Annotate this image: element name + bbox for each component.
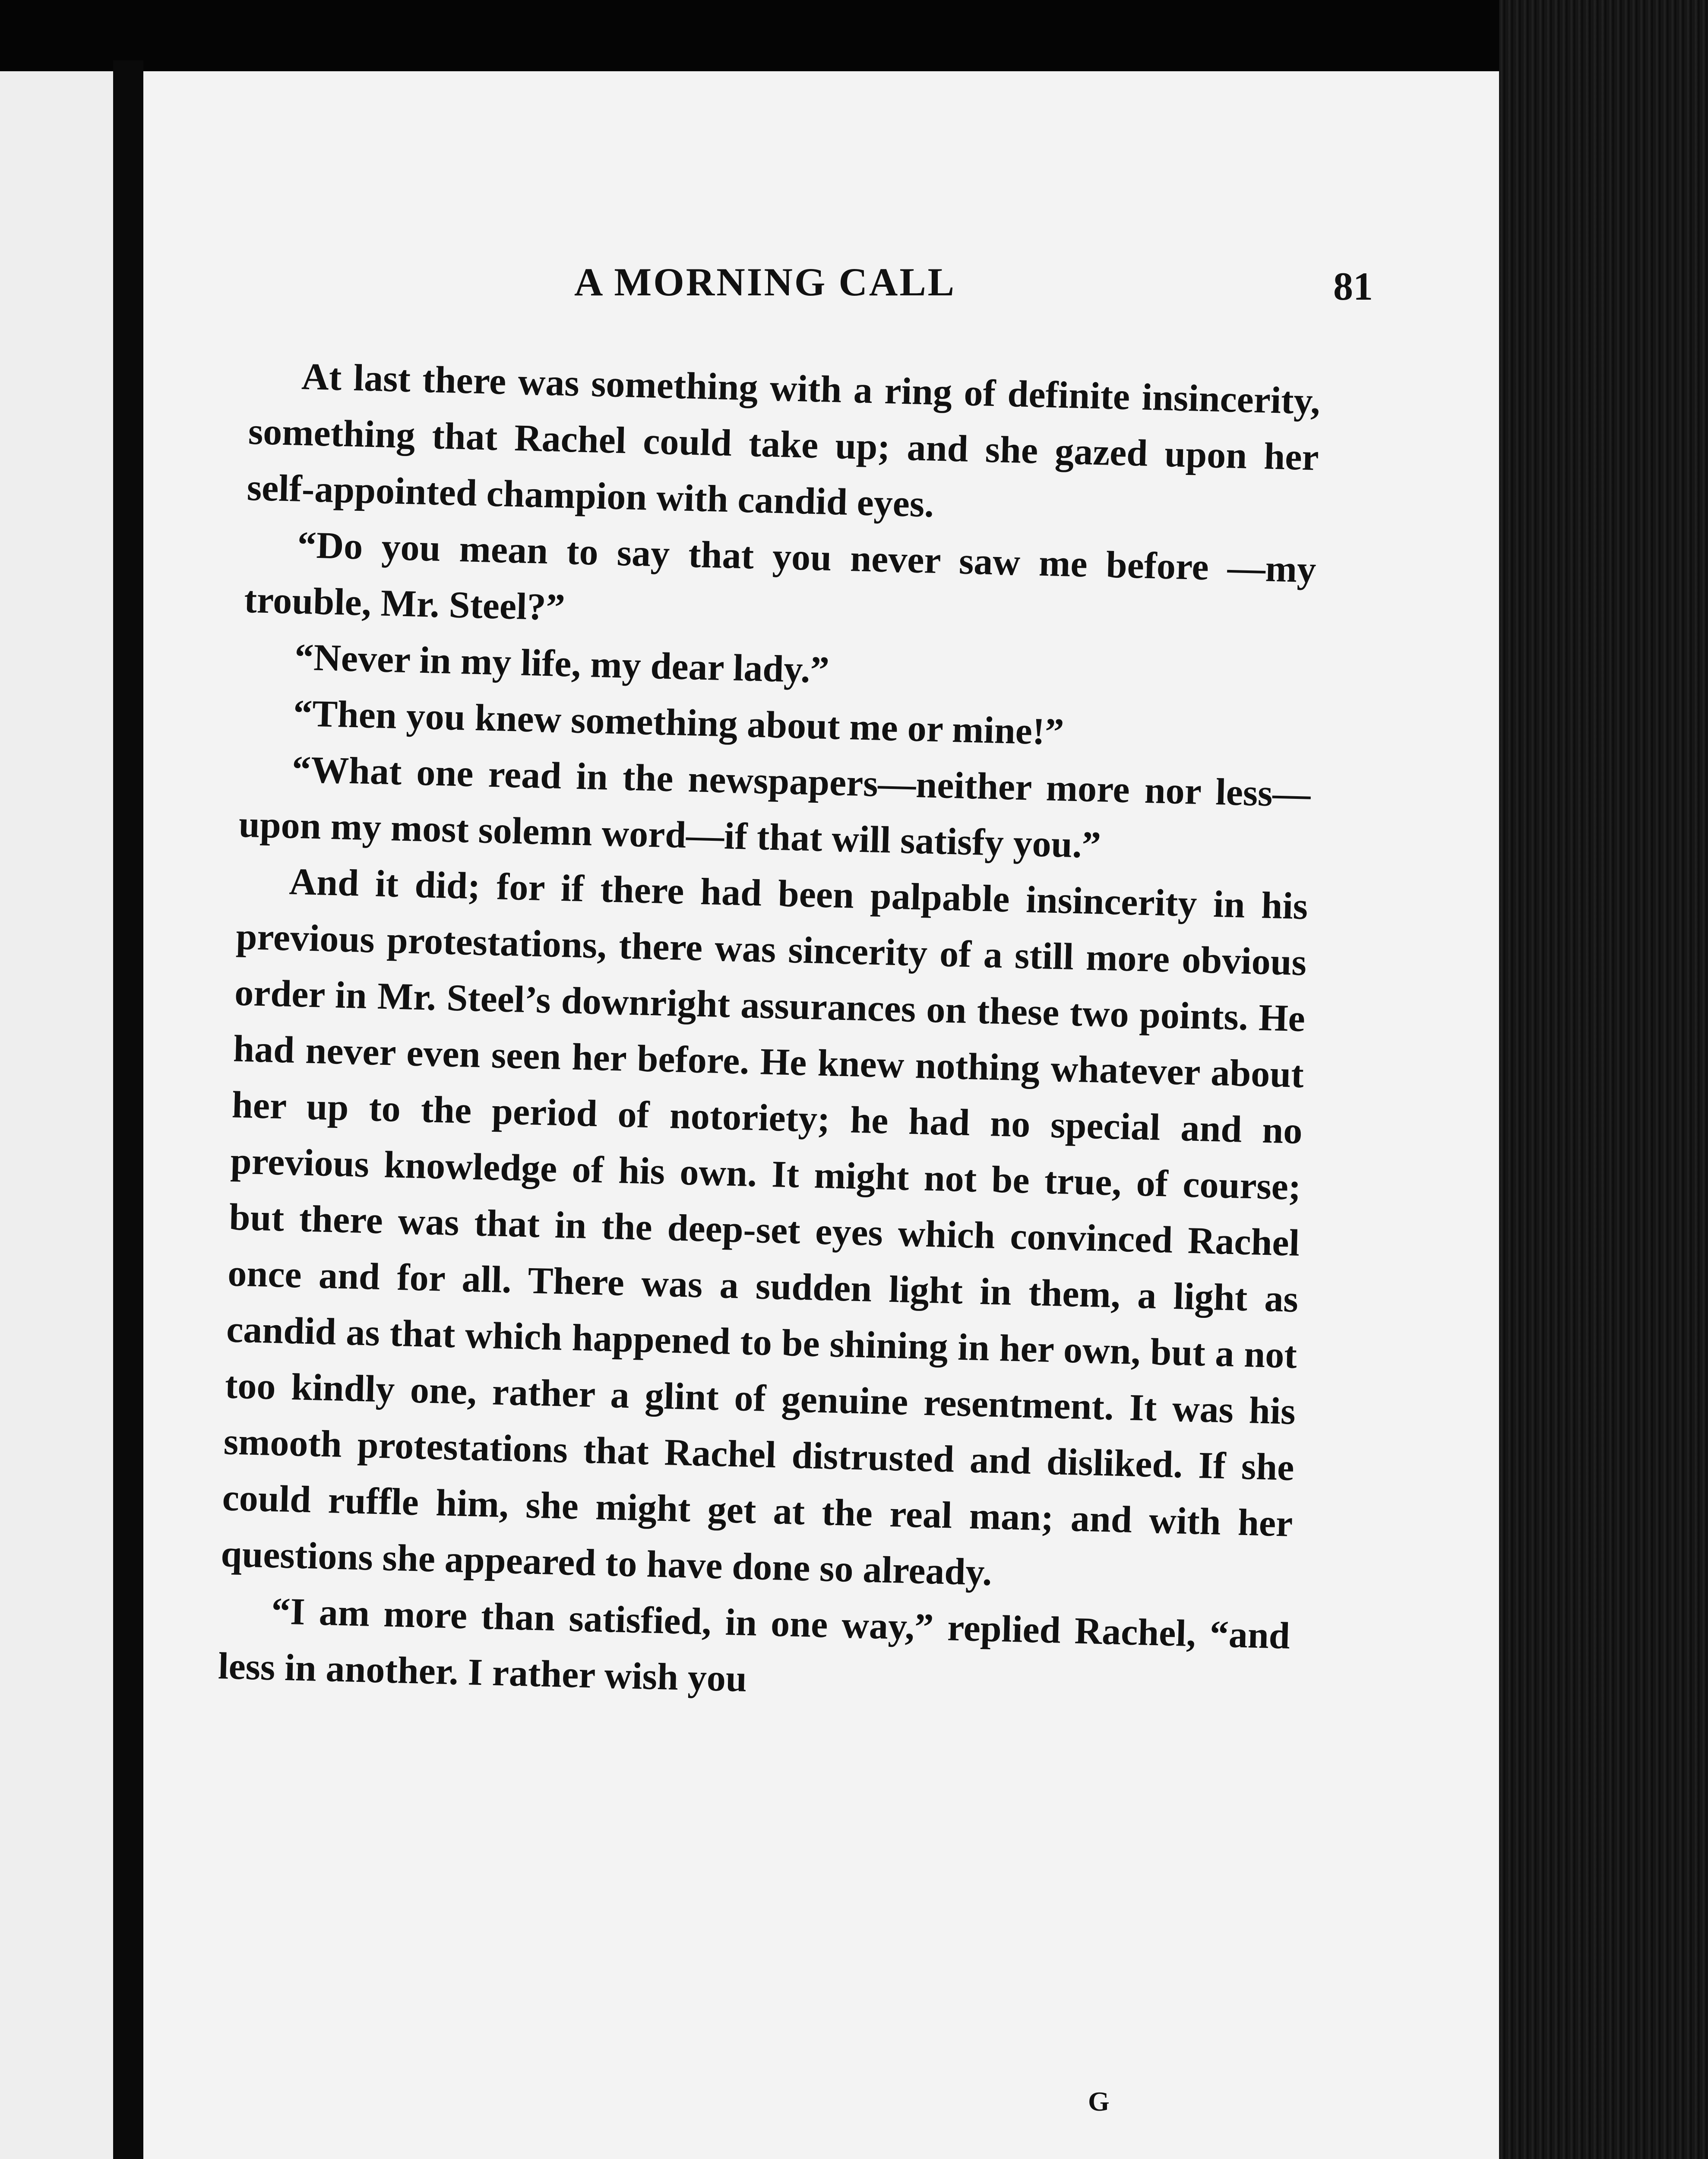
page-number: 81	[1333, 264, 1373, 308]
running-head: A MORNING CALL	[574, 260, 956, 304]
paragraph: And it did; for if there had been palpable insincerity in his previous protestations, there was sincerity of a still more obvious order in Mr. Steel’s downright assurances on these two points. He had never even seen her before. He knew nothing whatever about her up to the period of notoriety; he had no special and no previous knowledge of his own. It might not be true, of course; but there was that in the deep-set eyes which convinced Rachel once and for all. There was a sudden light in them, a light as candid as that which happened to be shining in her own, but a not too kindly one, rather a glint of genuine resentment. It was his smooth protestations that Rachel distrusted and disliked. If she could ruffle him, she might get at the real man; and with her questions she appeared to have done so already.	[220, 861, 1309, 1594]
page-header	[574, 259, 1373, 324]
paragraph: “Do you mean to say that you never saw me before —my trouble, Mr. Steel?”	[244, 524, 1317, 629]
body-text	[218, 348, 1321, 1721]
book-gutter	[113, 60, 143, 2159]
paragraph: “I am more than satisfied, in one way,” replied Rachel, “and less in another. I rather wish you	[218, 1590, 1290, 1700]
paragraph: “Never in my life, my dear lady.”	[294, 636, 830, 691]
paragraph: “Then you knew something about me or mine!”	[293, 692, 1065, 753]
paragraph: “What one read in the newspapers—neither more nor less—upon my most solemn word—if that will satisfy you.”	[238, 748, 1311, 867]
page-fore-edge	[1499, 0, 1708, 2159]
facing-page-edge	[0, 71, 113, 2159]
paragraph: At last there was something with a ring of definite insincerity, something that Rachel could take up; and she gazed upon her self-appointed champion with candid eyes.	[246, 355, 1321, 526]
signature-mark: G	[1088, 2086, 1110, 2117]
